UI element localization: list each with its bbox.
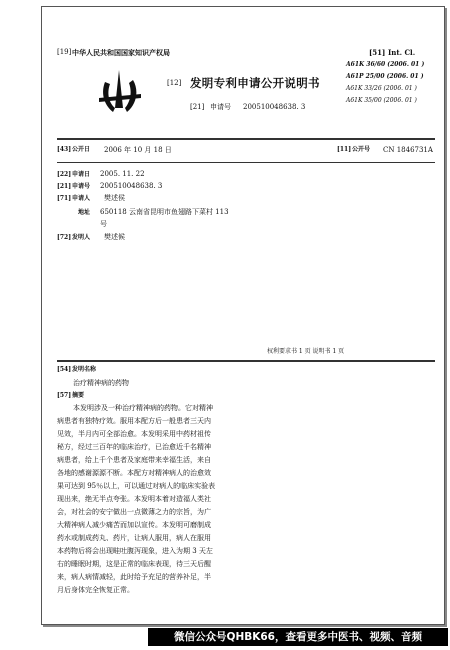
classification-label: Int. Cl.	[388, 48, 416, 57]
office-name: 中华人民共和国国家知识产权局	[72, 48, 170, 57]
office-code: [19]	[57, 48, 72, 56]
abstract-line: 来，病人病情减轻，此时给予充足的营养补足，半	[57, 573, 211, 581]
abstract-line: 病患者，给上千个患者及家庭带来幸福生活，来自	[57, 456, 211, 464]
abstract-line: 大精神病人减少痛苦而加以宣传。本发明可磨制成	[57, 521, 211, 529]
header-rule	[57, 138, 435, 140]
title-label: 发明名称	[72, 366, 97, 373]
doc-type-title: 发明专利申请公开说明书	[190, 76, 320, 90]
pub-no-code: [11]	[337, 146, 352, 153]
abstract-line: 见效，半月内可全部治愈。本发明采用中药材祖传	[57, 430, 211, 438]
classification-entry: A61K 33/26 (2006. 01 )	[346, 85, 417, 92]
biblio-value: 650118 云南省昆明市鱼翅路下菜村 113	[100, 208, 229, 216]
abstract-line: 右的睡眠时期，这是正常的临床表现，待三天后醒	[57, 560, 211, 568]
abstract-line: 秘方，经过三百年的临床治疗，已治愈近千名精神	[57, 443, 211, 451]
biblio-value: 号	[100, 220, 107, 228]
abstract-line: 病患者有独特疗效。服用本配方后一般患者三天内	[57, 417, 211, 425]
pub-date-code: [43]	[57, 146, 72, 153]
abstract-line: 果可达到 95％以上，可以通过对病人的临床实验表	[57, 482, 216, 490]
abstract-line: 本发明涉及一种治疗精神病的药物。它对精神	[73, 404, 213, 412]
biblio-code: [21]	[57, 183, 72, 190]
classification-entry: A61K 36/60 (2006. 01 )	[346, 61, 425, 68]
biblio-value: 樊述侯	[104, 194, 125, 202]
abstract-label: 摘要	[72, 392, 85, 399]
pub-no-label: 公开号	[352, 146, 371, 153]
biblio-label: 地址	[78, 209, 91, 216]
abstract-line: 药水或制成药丸、药片，让病人服用，病人在服用	[57, 534, 211, 542]
doc-type-code: [12]	[167, 79, 182, 87]
pub-date-value: 2006 年 10 月 18 日	[104, 146, 172, 154]
classification-entry: A61P 25/00 (2006. 01 )	[346, 73, 424, 80]
classification-entry: A61K 35/00 (2006. 01 )	[346, 97, 417, 104]
biblio-value: 樊述候	[104, 233, 125, 241]
abstract-line: 现出来，绝无半点夸张。本发明本着对造福人类社	[57, 495, 211, 503]
abstract-code: [57]	[57, 392, 72, 399]
abstract-line: 本药物后将会出现畦吐腹泻现象，进入为期 3 天左	[57, 547, 213, 555]
pub-date-label: 公开日	[72, 146, 91, 153]
biblio-value: 200510048638. 3	[100, 182, 163, 190]
patent-office-logo	[97, 68, 143, 116]
claims-info: 权利要求书 1 页 说明书 1 页	[267, 348, 345, 355]
title-code: [54]	[57, 366, 72, 373]
app-no-label: 申请号	[210, 103, 231, 111]
app-no-code: [21]	[190, 103, 205, 111]
biblio-code: [22]	[57, 171, 72, 178]
biblio-code: [71]	[57, 195, 72, 202]
section-rule	[57, 360, 435, 362]
classification-code: [51]	[369, 48, 386, 57]
wechat-banner[interactable]: 微信公众号QHBK66，查看更多中医书、视频、音频	[148, 628, 448, 646]
biblio-code: [72]	[57, 234, 72, 241]
biblio-label: 发明人	[72, 234, 91, 241]
app-no-value: 200510048638. 3	[243, 103, 306, 111]
pub-no-value: CN 1846731A	[383, 146, 433, 154]
biblio-label: 申请人	[72, 195, 91, 202]
biblio-value: 2005. 11. 22	[100, 170, 145, 178]
abstract-line: 月后身体完全恢复正常。	[57, 586, 134, 594]
abstract-line: 会，对社会的安宁做出一点微薄之力的宗旨，为广	[57, 508, 211, 516]
biblio-label: 申请号	[72, 183, 91, 190]
pub-rule	[57, 162, 435, 163]
abstract-line: 各地的感谢源源不断。本配方对精神病人的治愈效	[57, 469, 211, 477]
invention-title: 治疗精神病的药物	[73, 379, 129, 387]
biblio-label: 申请日	[72, 171, 91, 178]
